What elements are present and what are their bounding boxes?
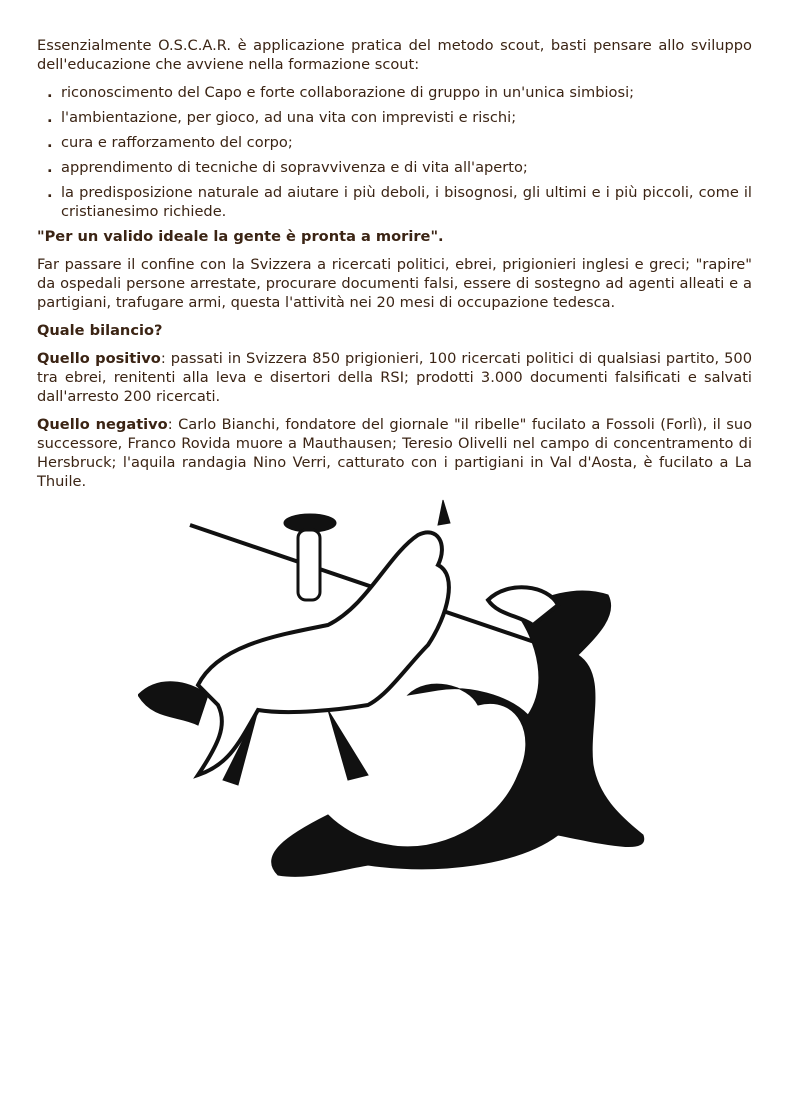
list-item	[47, 108, 752, 127]
quote-heading	[37, 227, 752, 246]
negative-label: Quello negativo	[37, 416, 168, 433]
bilancio-heading	[37, 321, 752, 340]
list-item	[47, 183, 752, 221]
negative-text: : Carlo Bianchi, fondatore del giornale "il ribelle" fucilato a Fossoli (Forlì), il suo successore, Franco Rovida muore a Mauthausen; Teresio Olivelli nel campo di concentramento di Hersbruck; l'aquila randagia Nino Verri, catturato con i partigiani in Val d'Aosta, è fucilato a La Thuile.	[37, 416, 752, 490]
list-item-text: la predisposizione naturale ad aiutare i più deboli, i bisognosi, gli ultimi e i più piccoli, come il cristianesimo richiede.	[61, 184, 752, 220]
list-item-text: l'ambientazione, per gioco, ad una vita con imprevisti e rischi;	[61, 109, 517, 126]
bullet-icon: .	[47, 134, 53, 151]
bilancio-heading-text: Quale bilancio?	[37, 322, 163, 339]
list-item-text: apprendimento di tecniche di sopravvivenza e di vita all'aperto;	[61, 159, 528, 176]
list-item-text: cura e rafforzamento del corpo;	[61, 134, 293, 151]
list-item	[47, 133, 752, 152]
bullet-icon: .	[47, 184, 53, 201]
positive-text: : passati in Svizzera 850 prigionieri, 100 ricercati politici di qualsiasi partito, 500 tra ebrei, renitenti alla leva e disertori della RSI; prodotti 3.000 documenti falsificati e salvati dall'arresto 200 ricercati.	[37, 350, 752, 405]
document-body	[37, 36, 752, 500]
quote-text: "Per un valido ideale la gente è pronta a morire".	[37, 228, 444, 245]
scout-method-list	[37, 83, 752, 221]
activity-paragraph: Far passare il confine con la Svizzera a ricercati politici, ebrei, prigionieri inglesi e greci; "rapire" da ospedali persone arrestate, procurare documenti falsi, essere di sostegno ad agenti alleati e a partigiani, trafugare armi, questa l'attività nei 20 mesi di occupazione tedesca.	[37, 256, 752, 311]
bullet-icon: .	[47, 109, 53, 126]
bullet-icon: .	[47, 84, 53, 101]
list-item	[47, 83, 752, 102]
positive-label: Quello positivo	[37, 350, 161, 367]
list-item	[47, 158, 752, 177]
bullet-icon: .	[47, 159, 53, 176]
saint-george-dragon-illustration	[138, 495, 650, 885]
intro-paragraph: Essenzialmente O.S.C.A.R. è applicazione pratica del metodo scout, basti pensare allo sviluppo dell'educazione che avviene nella formazione scout:	[37, 37, 752, 73]
list-item-text: riconoscimento del Capo e forte collaborazione di gruppo in un'unica simbiosi;	[61, 84, 635, 101]
negative-paragraph	[37, 415, 752, 491]
positive-paragraph	[37, 349, 752, 406]
